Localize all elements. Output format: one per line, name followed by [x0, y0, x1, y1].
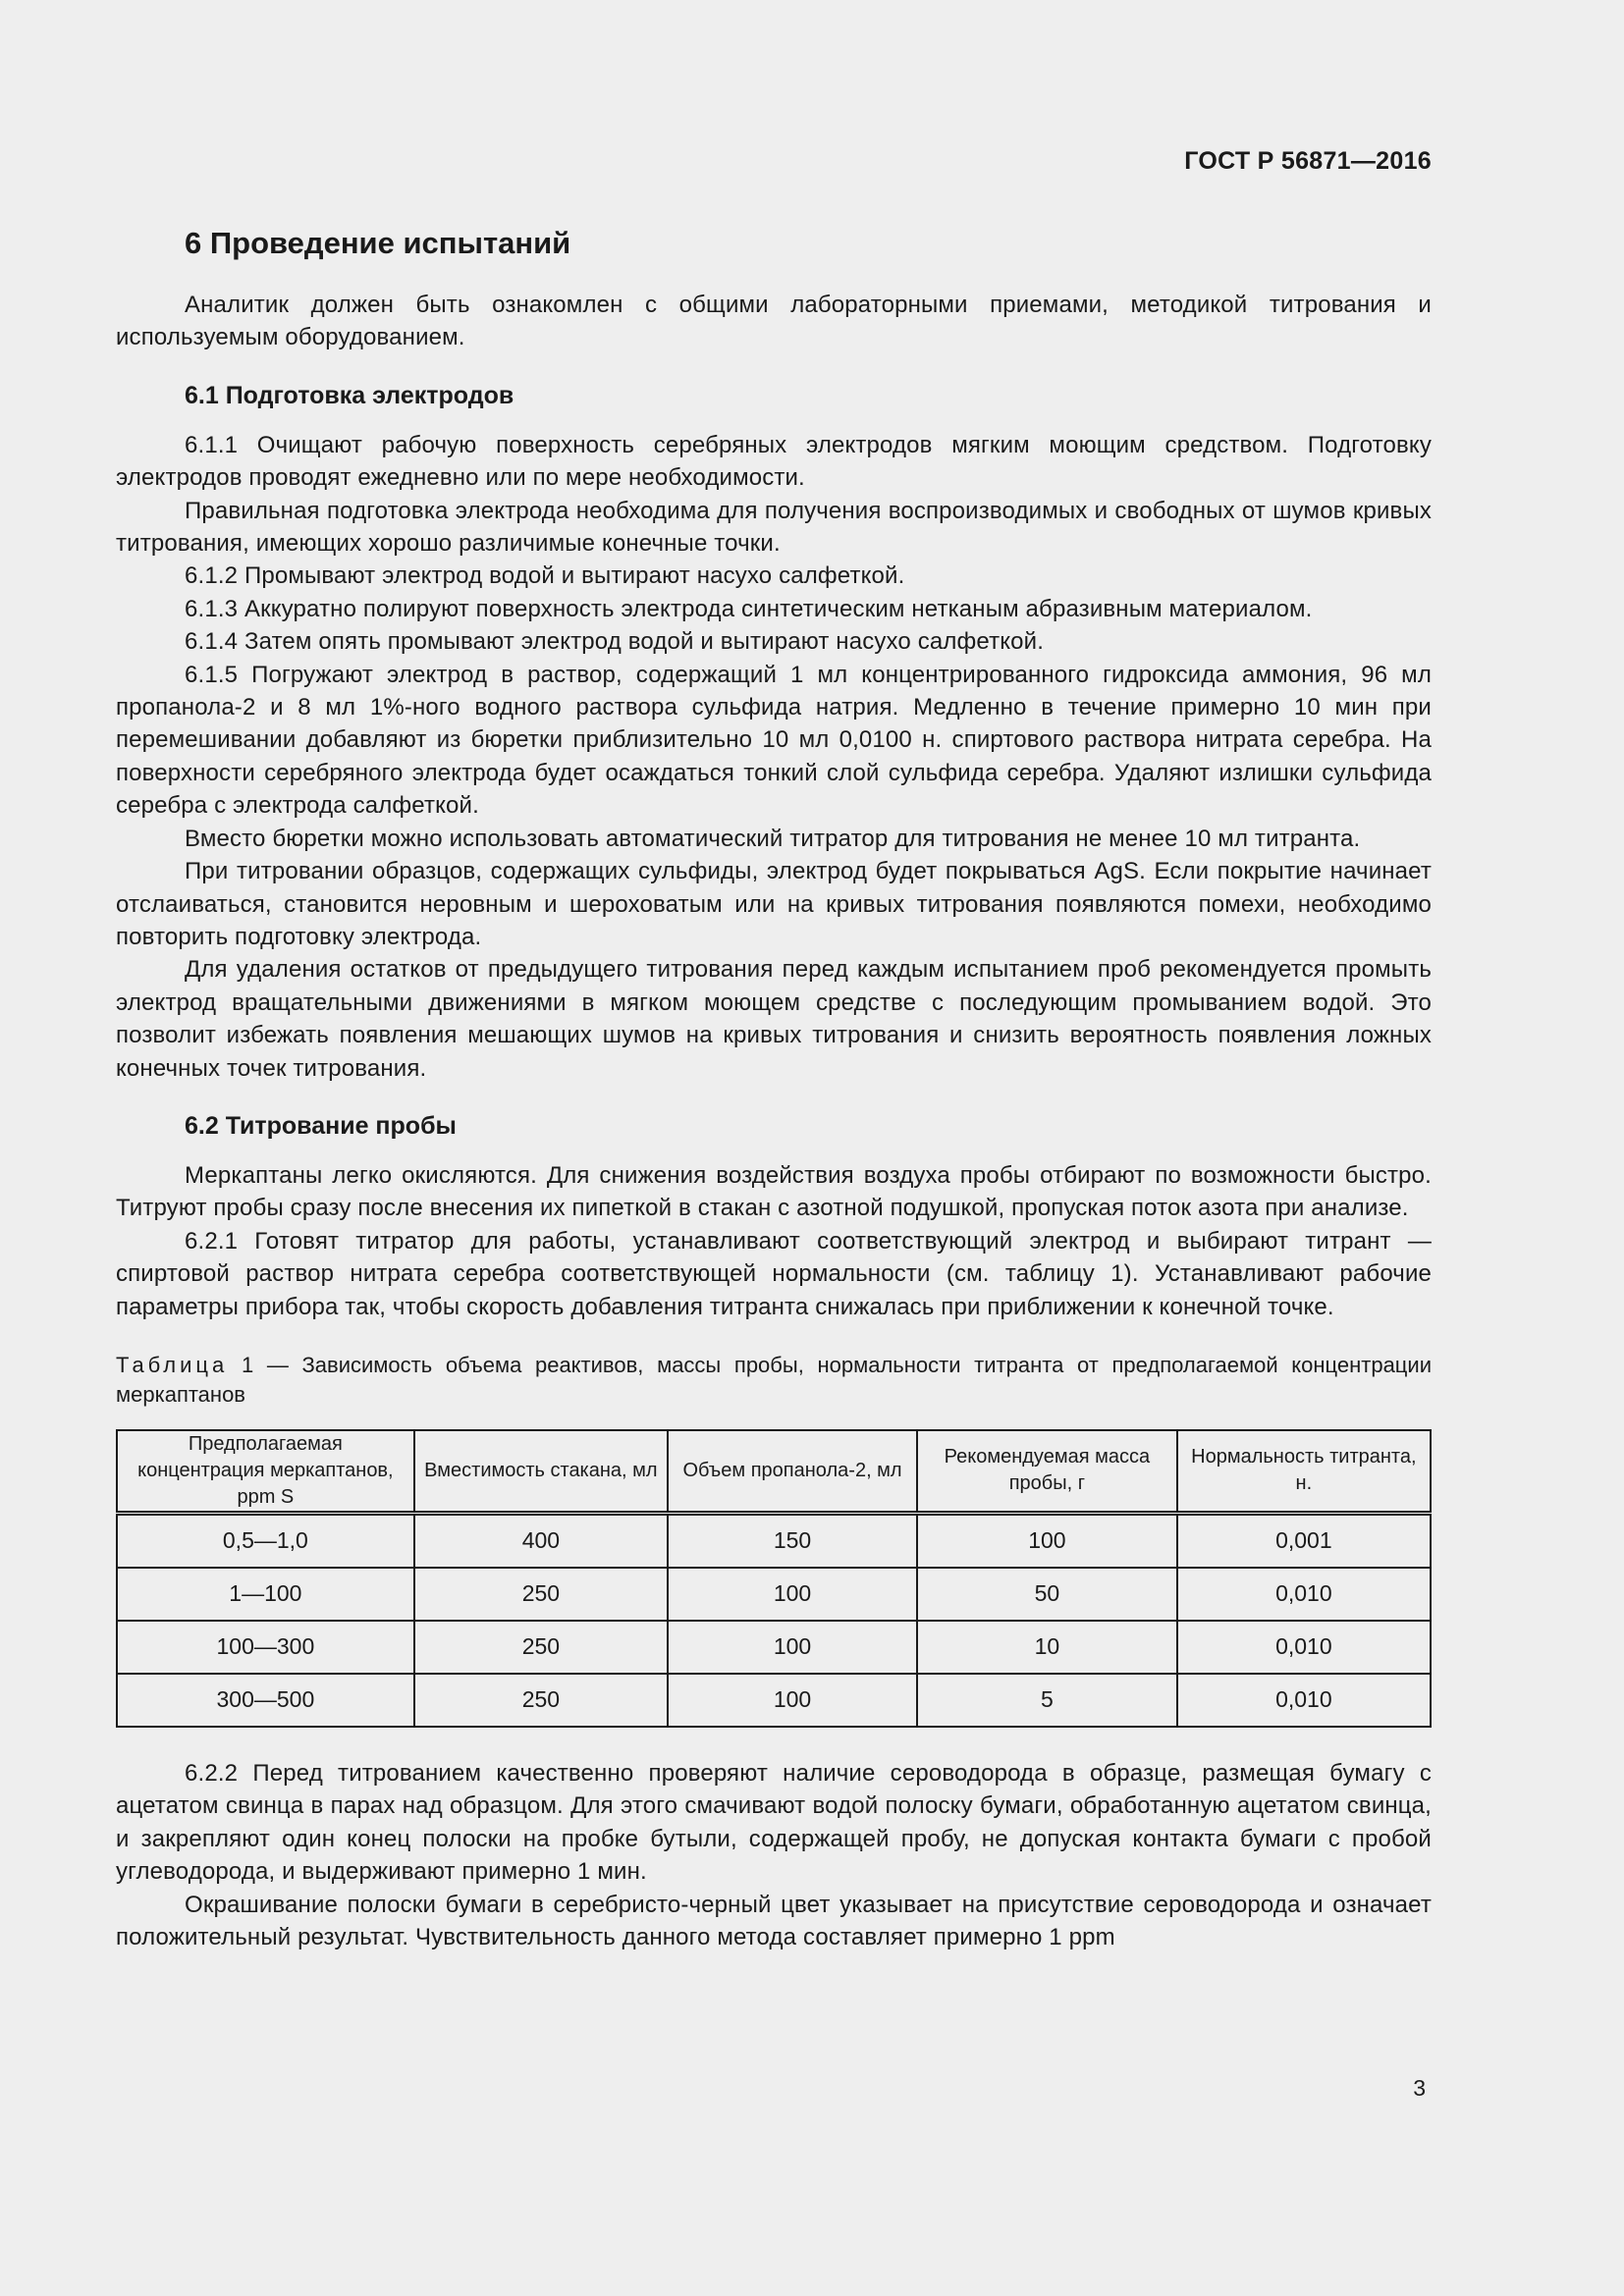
- table-header-cell: Предполагаемая концентрация меркаптанов, ppm S: [117, 1430, 414, 1514]
- table-cell: 10: [917, 1621, 1177, 1674]
- paragraph-mercaptans-oxidize: Меркаптаны легко окисляются. Для снижения воздействия воздуха пробы отбирают по возможности быстро. Титруют пробы сразу после внесения их пипеткой в стакан с азотной подушкой, пропуская поток азота при анализе.: [116, 1161, 1432, 1222]
- paragraph-paper-coloring: Окрашивание полоски бумаги в серебристо-черный цвет указывает на присутствие сероводорода и означает положительный результат. Чувствительность данного метода составляет примерно 1 ppm: [116, 1891, 1432, 1950]
- table-row: [117, 1674, 1431, 1727]
- paragraph-electrode-preparation: Правильная подготовка электрода необходима для получения воспроизводимых и свободных от шумов кривых титрования, имеющих хорошо различимые конечные точки.: [116, 497, 1432, 558]
- table-cell: 100: [917, 1513, 1177, 1568]
- subsection-title-6-2: 6.2 Титрование пробы: [185, 1111, 457, 1140]
- paragraph-residue-removal: Для удаления остатков от предыдущего титрования перед каждым испытанием проб рекомендуется промыть электрод вращательными движениями в мягком моющем средстве с последующим промыванием водой. Это позволит избежать появления мешающих шумов на кривых титрования и снизить вероятность появления ложных конечных точек титрования.: [116, 956, 1432, 1082]
- table-caption-text: 1 — Зависимость объема реактивов, массы пробы, нормальности титранта от предполагаемой концентрации меркаптанов: [116, 1352, 1432, 1407]
- section-title: 6 Проведение испытаний: [185, 226, 571, 260]
- table-header-cell: Рекомендуемая масса пробы, г: [917, 1430, 1177, 1514]
- paragraph-6-2-1: 6.2.1 Готовят титратор для работы, устанавливают соответствующий электрод и выбирают титрант — спиртовой раствор нитрата серебра соответствующей нормальности (см. таблицу 1). Устанавливают рабочие параметры прибора так, чтобы скорость добавления титранта снижалась при приближении к конечной точке.: [116, 1227, 1432, 1320]
- table-cell: 100: [668, 1621, 917, 1674]
- table-cell: 0,001: [1177, 1513, 1431, 1568]
- table-cell: 250: [414, 1568, 668, 1621]
- document-code: ГОСТ Р 56871—2016: [1184, 147, 1432, 175]
- paragraph-burette-alternative: Вместо бюретки можно использовать автоматический титратор для титрования не менее 10 мл титранта.: [185, 825, 1361, 852]
- section-intro: Аналитик должен быть ознакомлен с общими лабораторными приемами, методикой титрования и используемым оборудованием.: [116, 292, 1432, 351]
- table-cell: 300—500: [117, 1674, 414, 1727]
- table-row: [117, 1513, 1431, 1568]
- concentration-table: [116, 1429, 1432, 1728]
- paragraph-6-2-2: 6.2.2 Перед титрованием качественно проверяют наличие сероводорода в образце, размещая бумагу с ацетатом свинца в парах над образцом. Для этого смачивают водой полоску бумаги, обработанную ацетатом свинца, и закрепляют один конец полоски на пробке бутыли, содержащей пробу, не допуская контакта бумаги с пробой углеводорода, и выдерживают примерно 1 мин.: [116, 1759, 1432, 1886]
- table-row: [117, 1621, 1431, 1674]
- table-cell: 0,010: [1177, 1568, 1431, 1621]
- paragraph-6-1-4: 6.1.4 Затем опять промывают электрод водой и вытирают насухо салфеткой.: [185, 628, 1045, 656]
- paragraph-6-1-3: 6.1.3 Аккуратно полируют поверхность электрода синтетическим нетканым абразивным материалом.: [185, 595, 1313, 622]
- table-cell: 100—300: [117, 1621, 414, 1674]
- table-cell: 250: [414, 1674, 668, 1727]
- table-cell: 5: [917, 1674, 1177, 1727]
- paragraph-6-1-5: 6.1.5 Погружают электрод в раствор, содержащий 1 мл концентрированного гидроксида аммония, 96 мл пропанола-2 и 8 мл 1%-ного водного раствора сульфида натрия. Медленно в течение примерно 10 мин при перемешивании добавляют из бюретки приблизительно 10 мл 0,0100 н. спиртового раствора нитрата серебра. На поверхности серебряного электрода будет осаждаться тонкий слой сульфида серебра. Удаляют излишки сульфида серебра с электрода салфеткой.: [116, 661, 1432, 820]
- table-caption-label: Таблица: [116, 1352, 229, 1377]
- table-header-cell: Вместимость стакана, мл: [414, 1430, 668, 1514]
- paragraph-6-1-1: 6.1.1 Очищают рабочую поверхность серебряных электродов мягким моющим средством. Подготовку электродов проводят ежедневно или по мере необходимости.: [116, 431, 1432, 492]
- table-caption: [116, 1351, 1432, 1410]
- document-content: [116, 224, 1432, 1953]
- table-cell: 0,010: [1177, 1674, 1431, 1727]
- paragraph-sulfide-samples: При титровании образцов, содержащих сульфиды, электрод будет покрываться AgS. Если покрытие начинает отслаиваться, становится неровным и шероховатым или на кривых титрования появляются помехи, необходимо повторить подготовку электрода.: [116, 858, 1432, 950]
- table-header-row: [117, 1430, 1431, 1514]
- table-cell: 100: [668, 1674, 917, 1727]
- table-cell: 0,010: [1177, 1621, 1431, 1674]
- table-row: [117, 1568, 1431, 1621]
- table-cell: 400: [414, 1513, 668, 1568]
- table-cell: 150: [668, 1513, 917, 1568]
- subsection-title-6-1: 6.1 Подготовка электродов: [185, 381, 514, 409]
- table-header-cell: Объем пропанола-2, мл: [668, 1430, 917, 1514]
- table-cell: 250: [414, 1621, 668, 1674]
- table-cell: 0,5—1,0: [117, 1513, 414, 1568]
- document-page: [116, 0, 1432, 2296]
- page-number: 3: [1413, 2075, 1426, 2101]
- table-cell: 100: [668, 1568, 917, 1621]
- table-cell: 50: [917, 1568, 1177, 1621]
- table-cell: 1—100: [117, 1568, 414, 1621]
- table-header-cell: Нормальность титранта, н.: [1177, 1430, 1431, 1514]
- paragraph-6-1-2: 6.1.2 Промывают электрод водой и вытирают насухо салфеткой.: [185, 562, 905, 590]
